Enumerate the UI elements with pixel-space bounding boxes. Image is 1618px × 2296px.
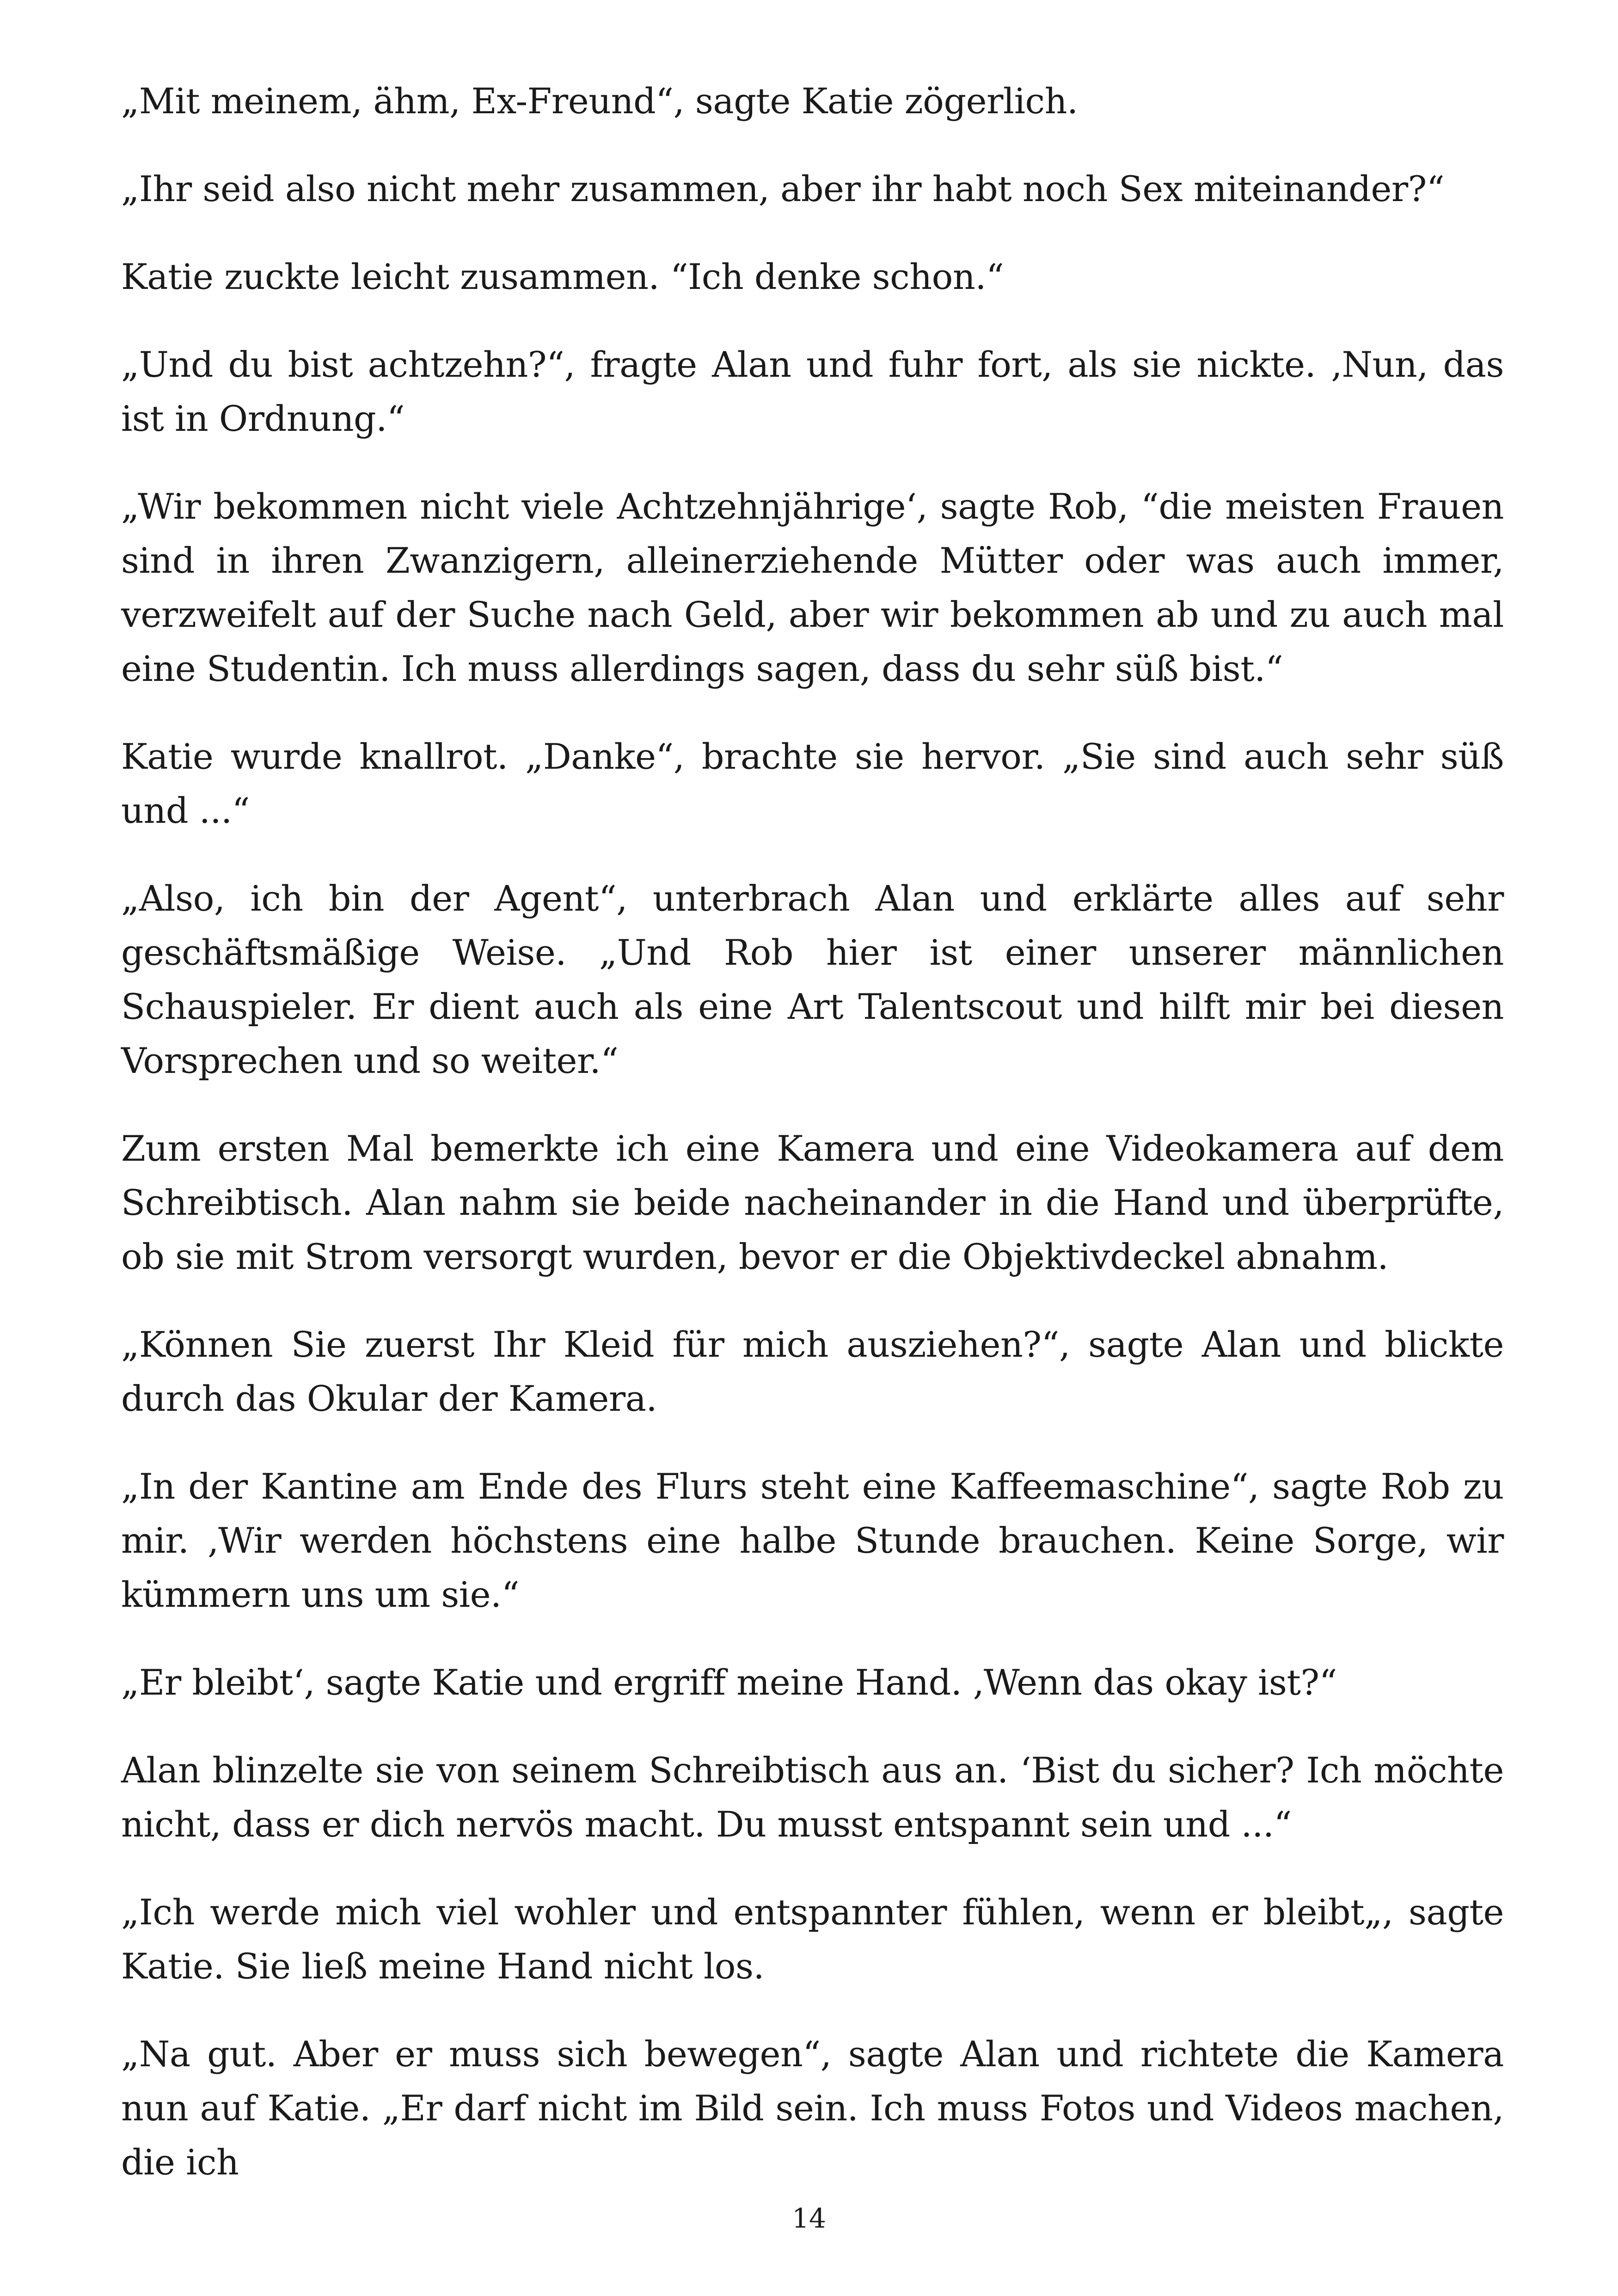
paragraph: Katie zuckte leicht zusammen. “Ich denke schon.“: [121, 256, 1004, 297]
paragraph: „Können Sie zuerst Ihr Kleid für mich ausziehen?“, sagte Alan und blickte durch das Okular der Kamera.: [121, 1324, 1504, 1419]
paragraph: „Na gut. Aber er muss sich bewegen“, sagte Alan und richtete die Kamera nun auf Katie. „Er darf nicht im Bild sein. Ich muss Fotos und Videos machen, die ich: [121, 2033, 1504, 2183]
paragraph: „Ich werde mich viel wohler und entspannter fühlen, wenn er bleibt„, sagte Katie. Sie ließ meine Hand nicht los.: [121, 1892, 1504, 1987]
paragraph: Alan blinzelte sie von seinem Schreibtisch aus an. ‘Bist du sicher? Ich möchte nicht, dass er dich nervös macht. Du musst entspannt sein und ...“: [121, 1750, 1504, 1845]
paragraph: „Mit meinem, ähm, Ex-Freund“, sagte Katie zögerlich.: [121, 80, 1078, 122]
paragraph: „Wir bekommen nicht viele Achtzehnjährige‘, sagte Rob, “die meisten Frauen sind in ihren Zwanzigern, alleinerziehende Mütter oder was auch immer, verzweifelt auf der Suche nach Geld, aber wir bekommen ab und zu auch mal eine Studentin. Ich muss allerdings sagen, dass du sehr süß bist.“: [121, 486, 1504, 689]
body-text: [121, 74, 1504, 2189]
paragraph: „Und du bist achtzehn?“, fragte Alan und fuhr fort, als sie nickte. ‚Nun, das ist in Ordnung.“: [121, 344, 1504, 439]
page-number: 14: [792, 2203, 826, 2234]
paragraph: Zum ersten Mal bemerkte ich eine Kamera und eine Videokamera auf dem Schreibtisch. Alan nahm sie beide nacheinander in die Hand und überprüfte, ob sie mit Strom versorgt wurden, bevor er die Objektivdeckel abnahm.: [121, 1128, 1504, 1277]
paragraph: Katie wurde knallrot. „Danke“, brachte sie hervor. „Sie sind auch sehr süß und ...“: [121, 736, 1504, 831]
paragraph: „Er bleibt‘, sagte Katie und ergriff meine Hand. ‚Wenn das okay ist?“: [121, 1662, 1337, 1703]
paragraph: „Ihr seid also nicht mehr zusammen, aber ihr habt noch Sex miteinander?“: [121, 168, 1445, 209]
paragraph: „Also, ich bin der Agent“, unterbrach Alan und erklärte alles auf sehr geschäftsmäßige Weise. „Und Rob hier ist einer unserer männlichen Schauspieler. Er dient auch als eine Art Talentscout und hilft mir bei diesen Vorsprechen und so weiter.“: [121, 878, 1504, 1081]
paragraph: „In der Kantine am Ende des Flurs steht eine Kaffeemaschine“, sagte Rob zu mir. ‚Wir werden höchstens eine halbe Stunde brauchen. Keine Sorge, wir kümmern uns um sie.“: [121, 1466, 1504, 1615]
